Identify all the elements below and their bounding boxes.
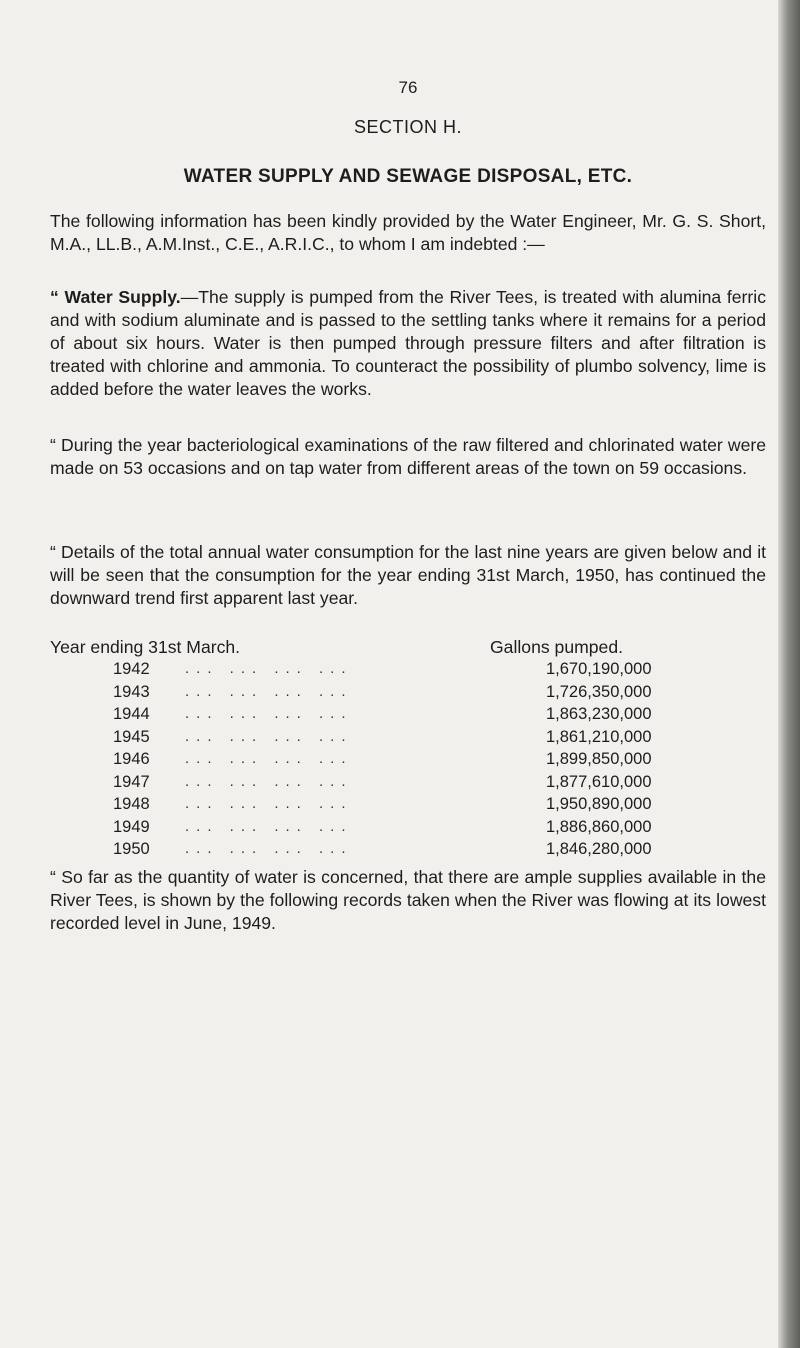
table-row (113, 818, 673, 841)
year-cell: 1942 (113, 660, 150, 678)
gallons-cell: 1,877,610,000 (546, 772, 652, 791)
water-supply-paragraph (50, 286, 766, 401)
main-heading: WATER SUPPLY AND SEWAGE DISPOSAL, ETC. (183, 166, 633, 187)
section-title: SECTION H. (353, 117, 462, 137)
table-row (113, 750, 673, 773)
leader-dots: ... ... ... ... (185, 705, 353, 722)
year-cell: 1949 (113, 817, 150, 836)
table-row (113, 773, 673, 796)
table-row (113, 660, 673, 683)
water-supply-text: —The supply is pumped from the River Tees, is treated with alumina ferric and with sodium aluminate and is passed to the settling tanks where it remains for a period of about six hours. Water is then pumped through pressure filters and after filtration is treated with chlorine and ammonia. To counteract the possibility of plumbo solvency, lime is added before the water leaves the works. (50, 287, 766, 399)
leader-dots: ... ... ... ... (185, 682, 353, 700)
leader-dots: ... ... ... ... (185, 795, 353, 812)
gallons-cell: 1,899,850,000 (546, 750, 652, 768)
consumption-col-gallons: Gallons pumped. (490, 637, 624, 657)
leader-dots: ... ... ... ... (185, 840, 353, 857)
intro-paragraph: The following information has been kindly provided by the Water Engineer, Mr. G. S. Short, M.A., LL.B., A.M.Inst., C.E., A.R.I.C., to whom I am indebted :— (50, 211, 766, 254)
year-cell: 1947 (113, 772, 150, 791)
leader-dots: ... ... ... ... (185, 750, 353, 767)
year-cell: 1948 (113, 795, 150, 813)
gallons-cell: 1,861,210,000 (546, 727, 652, 746)
table-row (113, 728, 673, 751)
consumption-col-year: Year ending 31st March. (50, 637, 241, 657)
gallons-cell: 1,670,190,000 (546, 660, 652, 678)
gallons-cell: 1,726,350,000 (546, 682, 652, 701)
water-supply-lead: “ Water Supply. (50, 287, 181, 307)
leader-dots: ... ... ... ... (185, 660, 353, 677)
year-cell: 1946 (113, 750, 150, 768)
year-cell: 1944 (113, 705, 150, 723)
page-number: 76 (398, 78, 418, 97)
leader-dots: ... ... ... ... (185, 772, 353, 790)
table-row (113, 795, 673, 818)
page-edge-shadow (778, 0, 800, 1348)
bacteriological-paragraph: “ During the year bacteriological examinations of the raw filtered and chlorinated water were made on 53 occasions and on tap water from different areas of the town on 59 occasions. (50, 435, 766, 478)
gallons-cell: 1,846,280,000 (546, 840, 652, 858)
gallons-cell: 1,886,860,000 (546, 817, 652, 836)
consumption-intro-paragraph: “ Details of the total annual water consumption for the last nine years are given below and it will be seen that the consumption for the year ending 31st March, 1950, has continued the downward trend first apparent last year. (50, 542, 766, 608)
year-cell: 1945 (113, 727, 150, 746)
leader-dots: ... ... ... ... (185, 727, 353, 745)
supplies-intro-paragraph: “ So far as the quantity of water is concerned, that there are ample supplies available in the River Tees, is shown by the following records taken when the River was flowing at its lowest recorded level in June, 1949. (50, 867, 766, 933)
table-row (113, 705, 673, 728)
year-cell: 1943 (113, 682, 150, 701)
table-row (113, 683, 673, 706)
year-cell: 1950 (113, 840, 150, 858)
gallons-cell: 1,863,230,000 (546, 705, 652, 723)
table-row (113, 840, 673, 863)
gallons-cell: 1,950,890,000 (546, 795, 652, 813)
leader-dots: ... ... ... ... (185, 817, 353, 835)
consumption-table (113, 660, 673, 863)
